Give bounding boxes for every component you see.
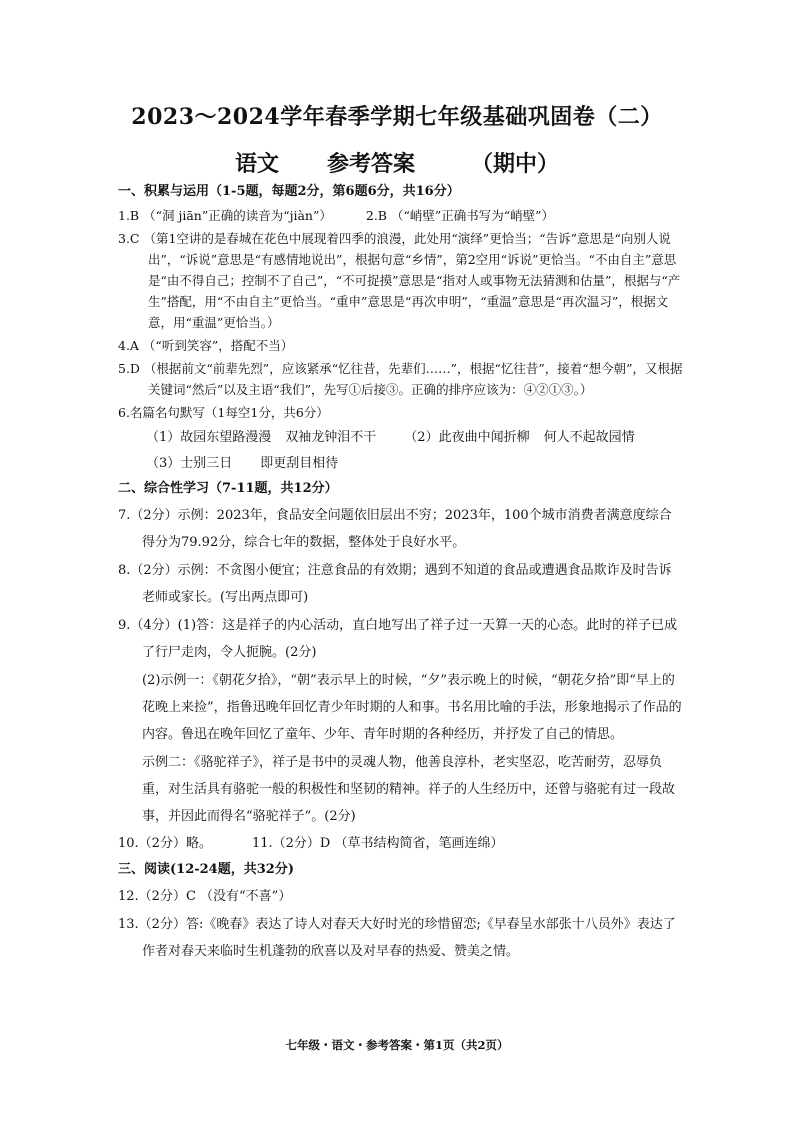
answer-6-heading: 6.名篇名句默写（1每空1分，共6分） [118,405,329,420]
answer-5: 5.D （根据前文“前辈先烈”，应该紧承“忆往昔，先辈们……”，根据“忆往昔”，接着“想今朝”，又根据关键词“然后”以及主语“我们”，先写①后接③。正确的排序应该为：④②①③。） [118,361,683,397]
answer-6-row-1 [118,425,683,451]
answer-1: 1.B （“洞 jiān”正确的读音为“jiàn”） [118,208,332,223]
section-heading-1: 一、积累与运用（1-5题，每题2分，第6题6分，共16分） [118,184,460,199]
answer-2: 2.B （“峭壁”正确书写为“峭壁”） [365,208,555,223]
answer-9-part-2: (2)示例一：《朝花夕拾》，“朝”表示早上的时候，“夕”表示晚上的时候，“朝花夕拾”即“早上的花晚上来捡”，指鲁迅晚年回忆青少年时期的人和事。书名用比喻的手法，形象地揭示了作品的内容。鲁迅在晚年回忆了童年、少年、青年时期的各种经历，并抒发了自己的情思。 [142,673,682,742]
term-label: （期中） [471,151,560,177]
answer-9-part-3: 示例二：《骆驼祥子》，祥子是书中的灵魂人物，他善良淳朴，老实坚忍，吃苦耐劳，忍辱负重，对生活具有骆驼一般的积极性和坚韧的精神。祥子的人生经历中，还曾与骆驼有过一段故事，并因此而得名“骆驼祥子”。(2分) [142,755,676,824]
answer-6-row-2 [118,451,683,477]
answer-content [118,180,683,966]
answer-6-line-4: 何人不起故园情 [543,430,635,445]
answer-6-line-3: （2）此夜曲中闻折柳 [404,430,530,445]
answer-3: 3.C （第1空讲的是春城在花色中展现着四季的浪漫，此处用“演绎”更恰当；“告诉”意思是“向别人说出”，“诉说”意思是“有感情地说出”，根据句意“乡情”，第2空用“诉说”更恰当。“不由自主”意思是“由不得自己；控制不了自己”，“不可捉摸”意思是“指对人或事物无法猜测和估量”，根据与“产生”搭配，用“不由自主”更恰当。“重申”意思是“再次申明”，“重温”意思是“再次温习”，根据文意，用“重温”更恰当。） [118,231,681,330]
answer-9-part-1: 9.（4分）(1)答：这是祥子的内心活动，直白地写出了祥子过一天算一天的心态。此时的祥子已成了行尸走肉，令人扼腕。(2分) [118,618,678,660]
answer-6-line-6: 即更刮目相待 [260,456,339,471]
answer-key-label: 参考答案 [326,151,415,177]
answers-1-2 [118,205,683,226]
answer-8: 8.（2分）示例：不贪图小便宜；注意食品的有效期；遇到不知道的食品或遭遇食品欺诈及时告诉老师或家长。(写出两点即可) [118,563,672,605]
answer-6-line-1: （1）故园东望路漫漫 [146,430,272,445]
answer-13: 13.（2分）答:《晚春》表达了诗人对春天大好时光的珍惜留恋;《早春呈水部张十八员外》表达了作者对春天来临时生机蓬勃的欣喜以及对早春的热爱、赞美之情。 [118,917,676,959]
answer-11: 11.（2分）D （草书结构简省，笔画连绵） [251,836,504,851]
answer-10: 10.（2分）略。 [118,836,212,851]
subtitle-row [0,147,794,178]
exam-title: 2023～2024学年春季学期七年级基础巩固卷（二） [131,104,663,130]
section-heading-3: 三、阅读(12-24题，共32分) [118,862,294,877]
page-footer: 七年级・语文・参考答案・第1页（共2页） [285,1038,509,1052]
answer-4: 4.A （“听到笑容”，搭配不当） [118,338,294,353]
subject-label: 语文 [234,151,279,177]
answer-12: 12.（2分）C （没有“不喜”） [118,889,292,904]
answer-7: 7.（2分）示例：2023年，食品安全问题依旧层出不穷；2023年，100个城市消费者满意度综合得分为79.92分，综合七年的数据，整体处于良好水平。 [118,508,672,550]
answer-6-line-5: （3）士别三日 [146,456,233,471]
section-heading-2: 二、综合性学习（7-11题，共12分） [118,481,338,496]
answers-10-11 [118,831,683,857]
answer-6-line-2: 双袖龙钟泪不干 [285,430,377,445]
